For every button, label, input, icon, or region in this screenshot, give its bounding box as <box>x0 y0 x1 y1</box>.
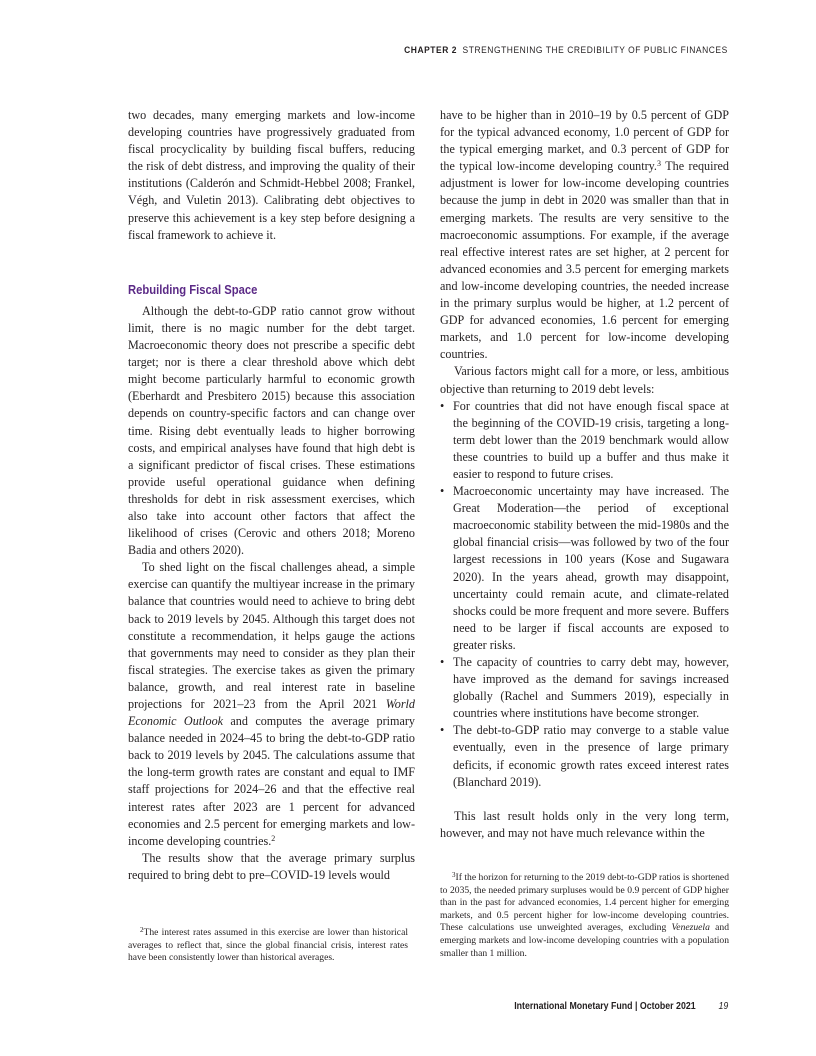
chapter-title: STRENGTHENING THE CREDIBILITY OF PUBLIC FINANCES <box>462 45 728 55</box>
text-run: have to be higher than in 2010–19 by 0.5 percent of GDP for the typical advanced economy, 1.0 percent of GDP for the typical emerging market, and 0.3 percent of GDP for the typical low-income developing country. <box>440 108 729 174</box>
bullet-icon: • <box>440 398 445 413</box>
list-item <box>440 722 729 790</box>
list-item-text: The capacity of countries to carry debt may, however, have improved as the demand for savings increased globally (Rachel and Summers 2019), especially in countries where institutions have become stronger. <box>453 655 729 721</box>
list-item <box>440 654 729 722</box>
left-column <box>128 107 415 884</box>
list-item-text: For countries that did not have enough fiscal space at the beginning of the COVID-19 crisis, targeting a long-term debt lower than the 2019 benchmark would allow these countries to build up a buffer and thus make it easier to respond to future crises. <box>453 398 729 481</box>
footnote-text: The interest rates assumed in this exercise are lower than historical averages to reflect that, since the global financial crisis, interest rates have been consistently lower than historical averages. <box>128 927 408 964</box>
footnote-2 <box>128 927 408 965</box>
page-footer <box>514 1001 728 1012</box>
footnote-3 <box>440 872 729 960</box>
running-header <box>404 45 728 55</box>
left-paragraph-4: The results show that the average primary surplus required to bring debt to pre–COVID-19 levels would <box>128 850 415 882</box>
italic-text: World Economic Outlook <box>128 697 415 729</box>
list-item-text: The debt-to-GDP ratio may converge to a stable value eventually, even in the presence of large primary deficits, if economic growth rates exceed interest rates (Blanchard 2019). <box>453 723 729 789</box>
footnote-ref-2[interactable]: 2 <box>271 833 276 843</box>
list-item <box>440 398 729 483</box>
list-item-text: Macroeconomic uncertainty may have increased. The Great Moderation—the period of exceptional macroeconomic stability between the mid-1980s and the global financial crisis—was followed by two of the four largest recessions in 100 years (Kose and Sugawara 2020). In the years ahead, growth may disappoint, uncertainty could remain acute, and climate-related shocks could be more frequent and more severe. Buffers need to be larger if fiscal accounts are exposed to greater risks. <box>453 484 729 652</box>
footnote-text: If the horizon for returning to the 2019 debt-to-GDP ratios is shortened to 2035, the needed primary surpluses would be 0.9 percent of GDP higher than in the past for advanced economies, 1.4 percent higher for emerging markets, and 0.5 percent higher for low-income developing countries. These calculations use unweighted averages, excluding <box>440 872 729 934</box>
chapter-label: CHAPTER 2 <box>404 45 458 55</box>
page-number: 19 <box>718 1001 728 1012</box>
text-run: The required adjustment is lower for low-income developing countries because the jump in debt in 2020 was smaller than that in emerging markets. The results are very sensitive to the macroeconomic assumptions. For example, if the average real effective interest rates are set higher, at 2 percent for advanced economies and 3.5 percent for emerging markets and low-income developing countries, the needed increase in the primary surplus would be higher, at 1.2 percent of GDP for advanced economies, 1.6 percent for emerging markets, and 1.0 percent for low-income developing countries. <box>440 159 729 362</box>
left-paragraph-3 <box>128 559 415 850</box>
section-heading: Rebuilding Fiscal Space <box>128 282 258 297</box>
left-paragraph-2: Although the debt-to-GDP ratio cannot grow without limit, there is no magic number for the debt target. Macroeconomic theory does not prescribe a specific debt target; nor is there a clear threshold above which debt might become particularly harmful to economic growth (Eberhardt and Presbitero 2015) because this association depends on country-specific factors and can change over time. Rising debt eventually leads to higher borrowing costs, and empirical analyses have found that high debt is a significant predictor of fiscal crises. These estimations provide useful operational guidance when defining thresholds for debt in risk assessment exercises, which also take into account other factors that affect the likelihood of crises (Cerovic and others 2018; Moreno Badia and others 2020). <box>128 303 415 558</box>
right-paragraph-1 <box>440 107 729 363</box>
list-item <box>440 483 729 654</box>
italic-text: Venezuela <box>671 922 710 934</box>
footnote-number: 2 <box>140 926 144 934</box>
right-paragraph-3: This last result holds only in the very long term, however, and may not have much relevance within the <box>440 808 729 840</box>
factor-list <box>440 398 729 791</box>
bullet-icon: • <box>440 655 445 669</box>
text-run: To shed light on the fiscal challenges ahead, a simple exercise can quantify the multiyear increase in the primary balance that countries would need to achieve to bring debt back to 2019 levels by 2045. Although this target does not constitute a recommendation, it helps gauge the actions that governments may need to consider as they plan their fiscal strategies. The exercise takes as given the primary balance, growth, and real interest rate in baseline projections for 2021–23 from the April 2021 <box>128 560 415 711</box>
footnote-ref-3[interactable]: 3 <box>656 159 661 169</box>
bullet-icon: • <box>440 484 445 499</box>
text-run: and computes the average primary balance needed in 2024–45 to bring the debt-to-GDP ratio back to 2019 levels by 2045. The calculations assume that the long-term growth rates are constant and equal to IMF staff projections for 2024–26 and that the effective real interest rates after 2023 are 1 percent for advanced economies and 2.5 percent for emerging markets and low-income developing countries. <box>128 714 415 848</box>
right-column <box>440 107 729 842</box>
footnote-number: 3 <box>452 871 456 879</box>
footnote-text: and emerging markets and low-income developing countries with a population smaller than 1 million. <box>440 922 729 959</box>
bullet-icon: • <box>440 723 445 738</box>
right-paragraph-2: Various factors might call for a more, or less, ambitious objective than returning to 2019 debt levels: <box>440 364 729 396</box>
left-paragraph-1: two decades, many emerging markets and low-income developing countries have progressively graduated from fiscal procyclicality by building fiscal buffers, reducing the risk of debt distress, and improving the quality of their institutions (Calderón and Schmidt-Hebbel 2008; Frankel, Végh, and Vuletin 2013). Calibrating debt objectives to preserve this achievement is a key step before designing a fiscal framework to achieve it. <box>128 108 415 242</box>
footer-publication: International Monetary Fund | October 2021 <box>513 1001 696 1012</box>
